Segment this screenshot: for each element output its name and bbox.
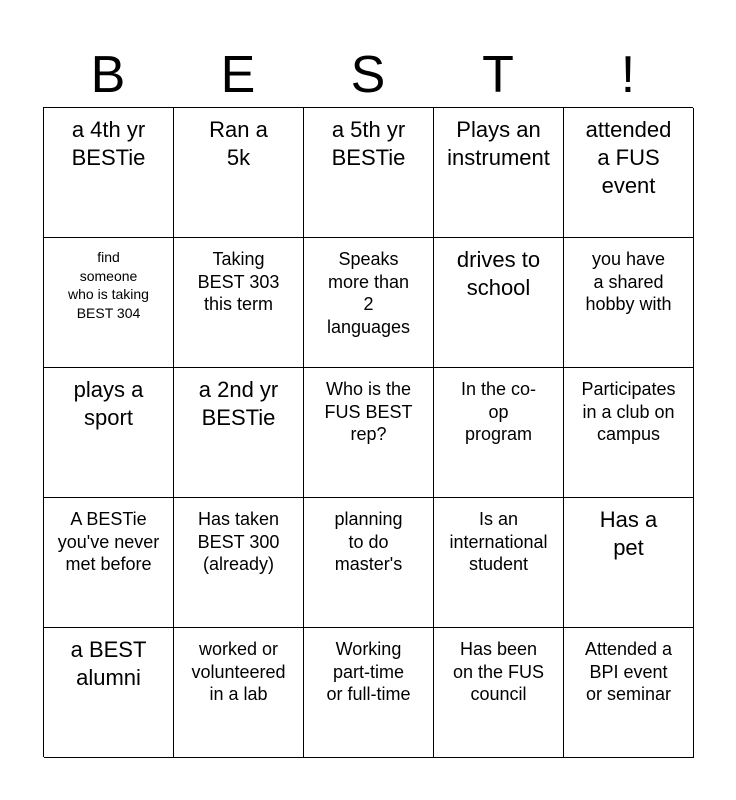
cell-text: Attended a BPI event or seminar xyxy=(584,639,673,704)
bingo-cell-r2c4[interactable] xyxy=(434,238,564,368)
cell-text: Ran a 5k xyxy=(209,117,268,170)
bingo-cell-r3c1[interactable] xyxy=(44,368,174,498)
bingo-cell-r1c3[interactable] xyxy=(304,108,434,238)
bingo-cell-r5c1[interactable] xyxy=(44,628,174,758)
bingo-cell-r1c1[interactable] xyxy=(44,108,174,238)
cell-text: Taking BEST 303 this term xyxy=(197,249,280,314)
cell-text: a BEST alumni xyxy=(70,637,147,690)
cell-text: find someone who is taking BEST 304 xyxy=(68,249,149,321)
bingo-cell-r4c3[interactable] xyxy=(304,498,434,628)
cell-text: Participates in a club on campus xyxy=(581,379,676,444)
cell-text: Has a pet xyxy=(599,507,658,560)
bingo-board xyxy=(43,107,693,757)
bingo-cell-r1c2[interactable] xyxy=(174,108,304,238)
bingo-cell-r2c2[interactable] xyxy=(174,238,304,368)
bingo-cell-r2c5[interactable] xyxy=(564,238,694,368)
bingo-header xyxy=(43,44,693,108)
cell-text: In the co- op program xyxy=(460,379,537,444)
cell-text: you have a shared hobby with xyxy=(585,249,672,314)
header-letter-b: B xyxy=(90,46,126,104)
cell-text: Is an international student xyxy=(449,509,548,574)
header-letter-s: S xyxy=(350,46,386,104)
bingo-cell-r4c4[interactable] xyxy=(434,498,564,628)
bingo-cell-r5c3[interactable] xyxy=(304,628,434,758)
bingo-cell-r3c2[interactable] xyxy=(174,368,304,498)
cell-text: Has been on the FUS council xyxy=(452,639,545,704)
cell-text: a 2nd yr BESTie xyxy=(198,377,279,430)
bingo-cell-r3c3[interactable] xyxy=(304,368,434,498)
bingo-cell-r5c2[interactable] xyxy=(174,628,304,758)
bingo-cell-r3c5[interactable] xyxy=(564,368,694,498)
cell-text: Working part-time or full-time xyxy=(326,639,411,704)
cell-text: Speaks more than 2 languages xyxy=(326,249,411,337)
cell-text: plays a sport xyxy=(73,377,144,430)
bingo-cell-r1c4[interactable] xyxy=(434,108,564,238)
bingo-cell-r4c2[interactable] xyxy=(174,498,304,628)
header-letter-t: T xyxy=(482,46,514,104)
bingo-cell-r3c4[interactable] xyxy=(434,368,564,498)
cell-text: attended a FUS event xyxy=(585,117,672,198)
cell-text: a 4th yr BESTie xyxy=(71,117,146,170)
bingo-cell-r5c5[interactable] xyxy=(564,628,694,758)
bingo-cell-r4c1[interactable] xyxy=(44,498,174,628)
cell-text: worked or volunteered in a lab xyxy=(191,639,286,704)
bingo-cell-r4c5[interactable] xyxy=(564,498,694,628)
bingo-cell-r1c5[interactable] xyxy=(564,108,694,238)
bingo-cell-r2c3[interactable] xyxy=(304,238,434,368)
cell-text: drives to school xyxy=(456,247,541,300)
cell-text: Plays an instrument xyxy=(447,117,550,170)
header-letter-e: E xyxy=(220,46,256,104)
cell-text: a 5th yr BESTie xyxy=(331,117,406,170)
cell-text: planning to do master's xyxy=(334,509,403,574)
cell-text: Who is the FUS BEST rep? xyxy=(324,379,413,444)
bingo-cell-r5c4[interactable] xyxy=(434,628,564,758)
cell-text: A BESTie you've never met before xyxy=(57,509,160,574)
header-letter-exclaim: ! xyxy=(620,46,636,104)
bingo-cell-r2c1[interactable] xyxy=(44,238,174,368)
cell-text: Has taken BEST 300 (already) xyxy=(197,509,280,574)
